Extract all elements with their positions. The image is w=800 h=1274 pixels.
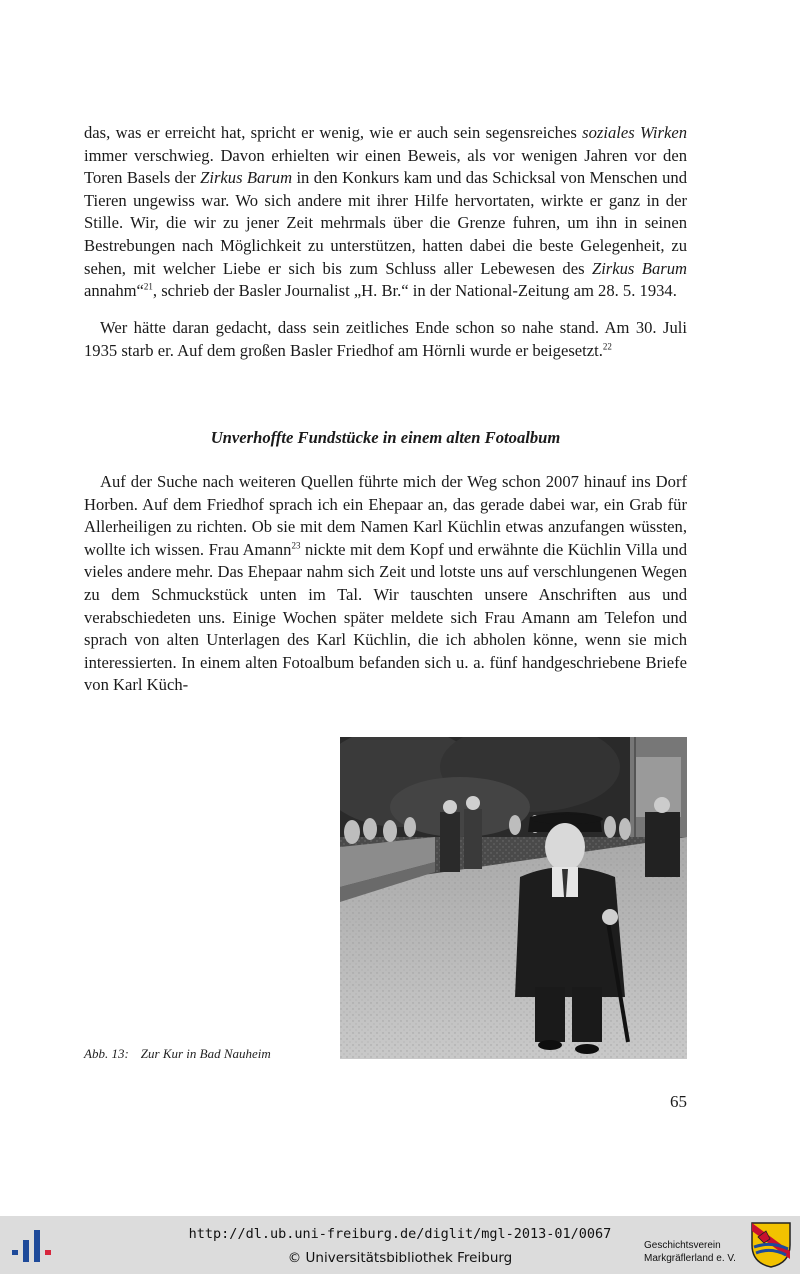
text-run: Auf der Suche nach weiteren Quellen führte mich der Weg schon 2007 hinauf ins Dorf Horben. Auf dem Friedhof sprach ich ein Ehepaar an, das gerade dabei war, ein Grab für Allerheiligen zu richten. Ob sie mit dem Namen Karl Küchlin etwas anzufangen wüssten, wollte ich wissen. Frau Amann xyxy=(84,472,687,559)
paragraph-2 xyxy=(84,317,687,362)
footnote-ref: 22 xyxy=(602,341,612,352)
paragraph-3 xyxy=(84,471,687,697)
emphasis-text: Zirkus Barum xyxy=(200,168,293,188)
footer-copyright: © Universitätsbibliothek Freiburg xyxy=(287,1250,513,1266)
text-run: immer verschwieg. Davon erhielten wir einen Beweis, als vor wenigen Jahren vor den Toren Basels der xyxy=(84,145,687,188)
figure-caption xyxy=(84,1046,271,1062)
figure-caption-label: Abb. 13: xyxy=(84,1046,129,1061)
footer-url-link[interactable]: http://dl.ub.uni-freiburg.de/diglit/mgl-2013-01/0067 xyxy=(188,1226,612,1242)
historical-photo xyxy=(340,737,687,1059)
paragraph-1 xyxy=(84,122,687,303)
footnote-ref: 23 xyxy=(291,540,301,551)
footer-org-line2: Markgräflerland e. V. xyxy=(644,1253,736,1264)
page-number: 65 xyxy=(670,1092,687,1111)
section-heading: Unverhoffte Fundstücke in einem alten Fotoalbum xyxy=(210,428,561,447)
text-run: , schrieb der Basler Journalist „H. Br.“ in der National-Zeitung am 28. 5. 1934. xyxy=(152,281,677,301)
footer-organization xyxy=(644,1239,736,1265)
footnote-ref: 21 xyxy=(143,281,153,292)
emphasis-text: soziales Wirken xyxy=(582,123,688,142)
text-run: nickte mit dem Kopf und erwähnte die Küchlin Villa und vieles andere mehr. Das Ehepaar nahm sich Zeit und lotste uns auf verschlungenen Wegen zu dem Schmuckstück unten im Tal. Wir tauschten unsere Anschriften aus und verabschiedeten uns. Einige Wochen später meldete sich Frau Amann am Telefon und sprach von alten Unterlagen des Karl Küchlin, die ich abholen könne, wenn sie mich interessierten. In einem alten Fotoalbum befanden sich u. a. fünf handgeschriebene Briefe von Karl Küch- xyxy=(84,539,687,695)
markgraeflerland-crest-icon[interactable] xyxy=(750,1221,792,1269)
text-run: annahm“ xyxy=(84,281,144,301)
footer-bar xyxy=(0,1216,800,1274)
footer-org-line1: Geschichtsverein xyxy=(644,1240,721,1251)
text-run: in den Konkurs kam und das Schicksal von Menschen und Tieren ungewiss war. Wo sich andere mit ihrer Hilfe hervortaten, wirkte er ganz in der Stille. Wir, die wir zu jener Zeit mehrmals über die Grenze fuhren, um ihn in seinen Bestrebungen nach Möglichkeit zu unterstützen, hatten dabei die beste Gelegenheit, zu sehen, mit welcher Liebe er sich bis zum Schluss aller Lebewesen des xyxy=(84,168,687,278)
figure-caption-text: Zur Kur in Bad Nauheim xyxy=(140,1046,271,1061)
text-run: das, was er erreicht hat, spricht er wenig, wie er auch sein segensreiches xyxy=(84,123,583,142)
text-run: Wer hätte daran gedacht, dass sein zeitliches Ende schon so nahe stand. Am 30. Juli 1935 starb er. Auf dem großen Basler Friedhof am Hörnli wurde er beigesetzt. xyxy=(84,318,687,360)
emphasis-text: Zirkus Barum xyxy=(591,258,687,278)
